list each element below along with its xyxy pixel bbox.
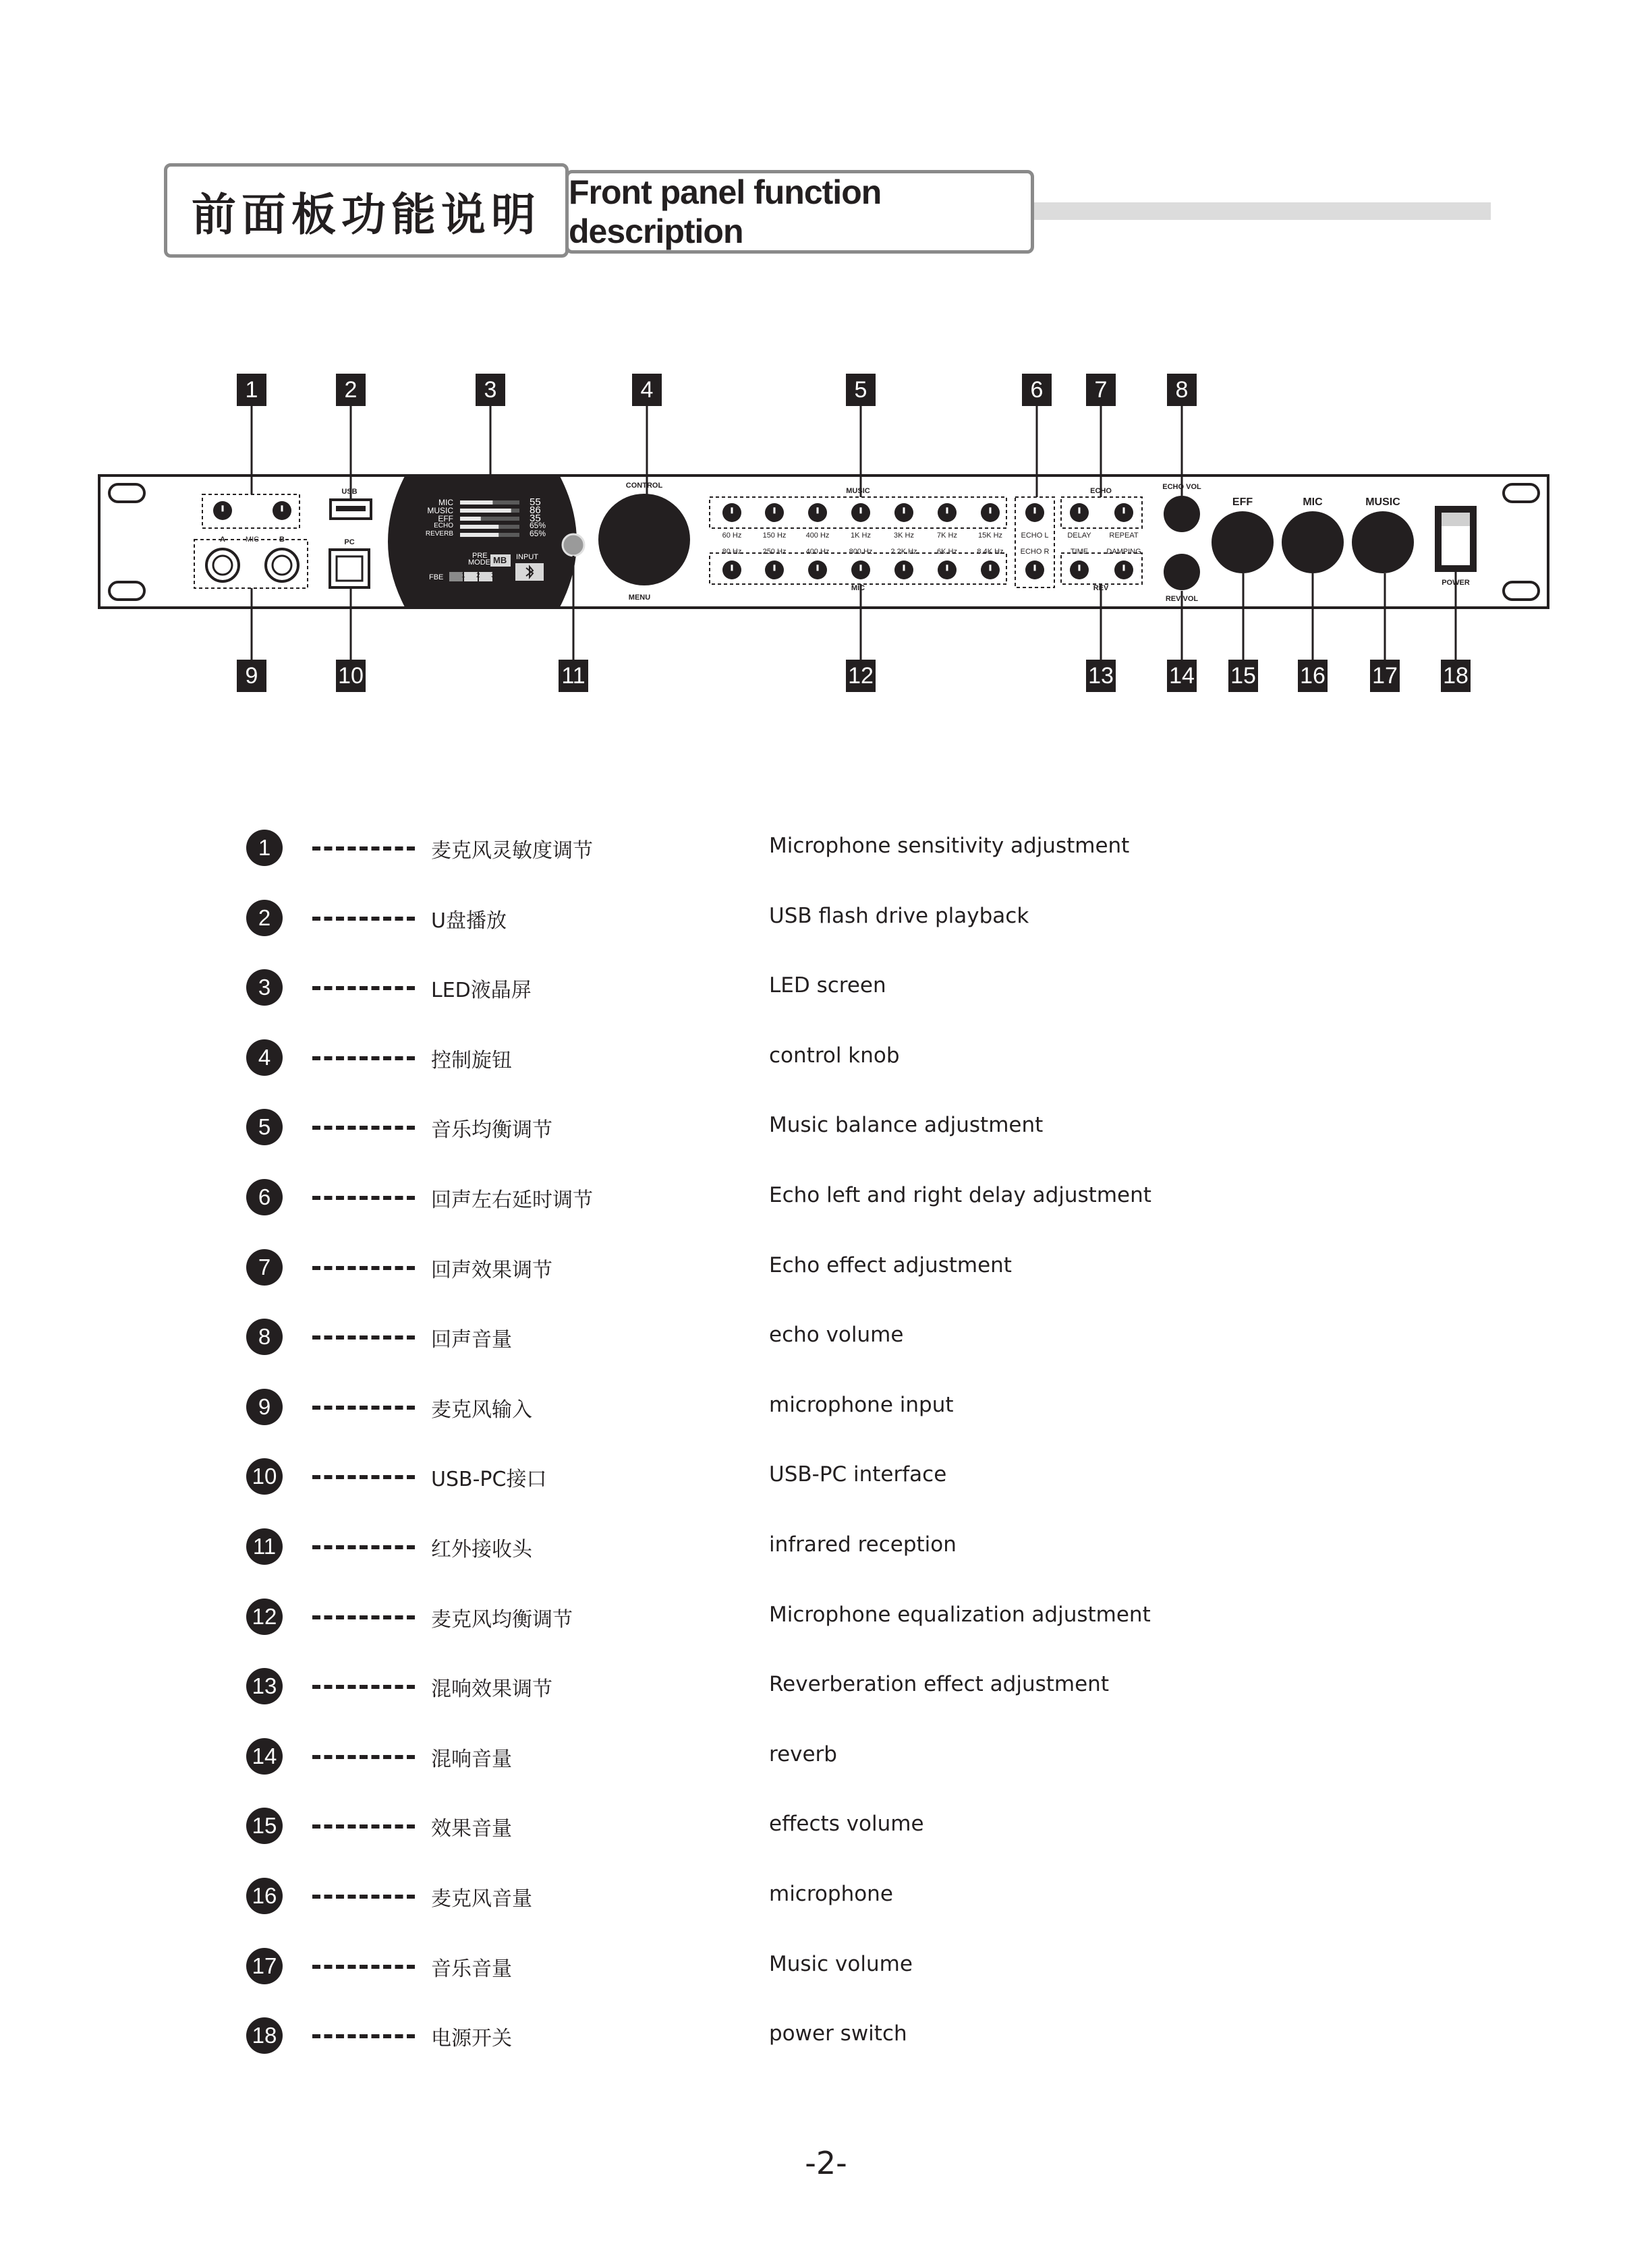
- music-eq-band-label: 3K Hz: [894, 531, 914, 540]
- item-number: 15: [246, 1808, 283, 1844]
- dashed-leader: [312, 1406, 415, 1410]
- echo-vol-knob: [1164, 496, 1200, 532]
- item-chinese: 混响效果调节: [431, 1677, 552, 1702]
- power-switch-top: [1442, 513, 1470, 526]
- echo-r-label: ECHO R: [1020, 548, 1050, 556]
- item-chinese: 混响音量: [431, 1747, 512, 1771]
- lcd-row-value: 65%: [530, 521, 546, 530]
- item-number: 3: [246, 969, 283, 1006]
- item-number: 4: [246, 1039, 283, 1076]
- dashed-leader: [312, 1965, 415, 1969]
- list-item: [246, 1248, 1393, 1286]
- list-item: [246, 1457, 1393, 1495]
- item-chinese: 红外接收头: [431, 1538, 532, 1561]
- list-item: [246, 1806, 1393, 1844]
- mic-a-jack-inner: [213, 556, 232, 575]
- dashed-leader: [312, 2034, 415, 2038]
- mic-b-jack-inner: [273, 556, 291, 575]
- list-item: [246, 1038, 1393, 1076]
- lcd-fbe-step: [479, 572, 492, 581]
- music-volume-label: MUSIC: [1365, 496, 1400, 508]
- music-volume-knob: [1352, 511, 1414, 573]
- music-eq-band-label: 150 Hz: [762, 531, 787, 540]
- list-item: [246, 968, 1393, 1006]
- item-number: 2: [246, 900, 283, 936]
- lcd-fbe-label: FBE: [429, 573, 444, 581]
- header-rule: [1032, 202, 1491, 220]
- dashed-leader: [312, 986, 415, 990]
- mic-volume-label: MIC: [1303, 496, 1323, 508]
- music-eq-label: MUSIC: [846, 487, 870, 495]
- item-english: infrared reception: [769, 1532, 957, 1557]
- rev-vol-label: REV VOL: [1165, 595, 1199, 603]
- item-number: 10: [246, 1458, 283, 1495]
- time-label: TIME: [1070, 548, 1089, 556]
- mic-eq-band-label: 250 Hz: [762, 548, 787, 556]
- item-chinese: 音乐音量: [431, 1957, 512, 1981]
- dashed-leader: [312, 1545, 415, 1549]
- dashed-leader: [312, 1196, 415, 1200]
- item-number: 6: [246, 1179, 283, 1215]
- power-label: POWER: [1442, 579, 1470, 587]
- lcd-bar-fill: [460, 500, 492, 505]
- item-number: 9: [246, 1389, 283, 1425]
- item-chinese: USB-PC接口: [431, 1468, 547, 1492]
- item-english: Echo left and right delay adjustment: [769, 1183, 1151, 1207]
- callout-2: 2: [336, 374, 366, 406]
- item-english: control knob: [769, 1043, 900, 1068]
- mic-eq-band-label: 6K Hz: [937, 548, 957, 556]
- rack-slot: [109, 582, 144, 600]
- lcd-row-label: MUSIC: [427, 506, 453, 515]
- item-chinese: 回声左右延时调节: [431, 1188, 593, 1212]
- lcd-mode-value: MB: [493, 555, 507, 565]
- control-label: CONTROL: [625, 482, 663, 490]
- mic-eq-band-label: 8.4K Hz: [977, 548, 1004, 556]
- echo-group-label: ECHO: [1090, 487, 1112, 495]
- front-panel-drawing: [94, 364, 1565, 701]
- item-number: 13: [246, 1668, 283, 1704]
- item-english: reverb: [769, 1742, 837, 1766]
- item-number: 7: [246, 1249, 283, 1286]
- item-english: echo volume: [769, 1323, 904, 1348]
- callout-7: 7: [1086, 374, 1116, 406]
- front-panel-diagram: [94, 364, 1565, 701]
- callout-8: 8: [1167, 374, 1197, 406]
- rev-group-label: REV: [1093, 584, 1109, 592]
- item-chinese: 麦克风灵敏度调节: [431, 839, 593, 863]
- callout-10: 10: [336, 660, 366, 692]
- item-english: Echo effect adjustment: [769, 1253, 1012, 1277]
- item-english: Reverberation effect adjustment: [769, 1672, 1109, 1697]
- item-number: 8: [246, 1319, 283, 1355]
- dashed-leader: [312, 1335, 415, 1340]
- dashed-leader: [312, 1126, 415, 1130]
- eff-volume-knob: [1212, 511, 1274, 573]
- callout-18: 18: [1441, 660, 1471, 692]
- lcd-bar-fill: [460, 533, 499, 537]
- item-chinese: 音乐均衡调节: [431, 1118, 552, 1143]
- music-eq-band-label: 400 Hz: [805, 531, 830, 540]
- title-chinese: 前面板功能说明: [164, 163, 569, 258]
- dashed-leader: [312, 1755, 415, 1759]
- list-item: [246, 1947, 1393, 1984]
- mic-b-label: B: [279, 536, 285, 544]
- item-number: 12: [246, 1599, 283, 1635]
- item-number: 16: [246, 1878, 283, 1914]
- lcd-fbe-step-label: 2: [476, 572, 480, 579]
- lcd-row-label: EFF: [438, 514, 453, 523]
- item-number: 1: [246, 830, 283, 866]
- mic-eq-band-label: 400 Hz: [805, 548, 830, 556]
- lcd-bar-fill: [460, 509, 511, 513]
- lcd-bar-fill: [460, 525, 499, 529]
- page-number: -2-: [805, 2145, 847, 2181]
- dashed-leader: [312, 1475, 415, 1479]
- dashed-leader: [312, 1685, 415, 1689]
- list-item: [246, 1667, 1393, 1704]
- lcd-row-label: MIC: [438, 498, 453, 507]
- mic-volume-knob: [1282, 511, 1344, 573]
- callout-11: 11: [559, 660, 588, 692]
- dashed-leader: [312, 1266, 415, 1270]
- lcd-row-value: 35: [530, 513, 541, 524]
- item-english: Microphone equalization adjustment: [769, 1602, 1151, 1627]
- callout-3: 3: [476, 374, 505, 406]
- item-english: microphone input: [769, 1392, 954, 1417]
- list-item: [246, 1597, 1393, 1635]
- lcd-bar-fill: [460, 517, 481, 521]
- pc-label: PC: [344, 538, 355, 546]
- title-english: Front panel function description: [565, 170, 1034, 254]
- item-chinese: 麦克风音量: [431, 1887, 532, 1911]
- item-chinese: LED液晶屏: [431, 979, 532, 1003]
- rack-slot: [109, 484, 144, 502]
- lcd-row-value: 86: [530, 505, 541, 516]
- usb-label: USB: [341, 488, 358, 496]
- music-eq-band-label: 60 Hz: [722, 531, 742, 540]
- item-english: USB-PC interface: [769, 1462, 947, 1487]
- rack-slot: [1504, 484, 1539, 502]
- music-eq-band-label: 15K Hz: [977, 531, 1003, 540]
- lcd-fbe-step: [464, 572, 478, 581]
- lcd-fbe-step-label: 3: [491, 572, 495, 579]
- lcd-fbe-step: [449, 572, 463, 581]
- list-item: [246, 828, 1393, 866]
- item-number: 17: [246, 1948, 283, 1984]
- item-chinese: 麦克风输入: [431, 1398, 532, 1422]
- dashed-leader: [312, 1895, 415, 1899]
- list-item: [246, 1317, 1393, 1355]
- item-number: 14: [246, 1738, 283, 1775]
- item-english: Microphone sensitivity adjustment: [769, 834, 1130, 858]
- item-chinese: 控制旋钮: [431, 1048, 512, 1072]
- ir-receiver: [563, 534, 584, 556]
- lcd-input-label: INPUT: [516, 553, 538, 561]
- lcd-row-value: 55: [530, 496, 541, 508]
- mic-eq-label: MIC: [851, 584, 865, 592]
- lcd-row-value: 65%: [530, 529, 546, 538]
- item-chinese: 电源开关: [431, 2027, 512, 2051]
- callout-4: 4: [632, 374, 662, 406]
- list-item: [246, 1387, 1393, 1425]
- item-chinese: U盘播放: [431, 909, 507, 933]
- list-item: [246, 1876, 1393, 1914]
- dashed-leader: [312, 1824, 415, 1829]
- item-chinese: 回声效果调节: [431, 1258, 552, 1282]
- lcd-pre-label: PRE: [472, 552, 488, 560]
- item-number: 18: [246, 2017, 283, 2054]
- list-item: [246, 2016, 1393, 2054]
- mic-eq-band-label: 2.2K Hz: [890, 548, 917, 556]
- list-item: [246, 1737, 1393, 1775]
- mic-eq-band-label: 80 Hz: [722, 548, 742, 556]
- dashed-leader: [312, 917, 415, 921]
- item-english: LED screen: [769, 973, 886, 998]
- callout-5: 5: [846, 374, 876, 406]
- damping-label: DAMPING: [1106, 548, 1141, 556]
- item-english: microphone: [769, 1882, 893, 1906]
- item-english: effects volume: [769, 1812, 924, 1837]
- lcd-row-label: ECHO: [434, 522, 453, 529]
- item-chinese: 麦克风均衡调节: [431, 1607, 573, 1632]
- lcd-mode-label: MODE: [468, 558, 490, 567]
- list-item: [246, 1527, 1393, 1565]
- mic-eq-band-label: 800 Hz: [849, 548, 873, 556]
- callout-6: 6: [1022, 374, 1052, 406]
- echo-l-label: ECHO L: [1021, 531, 1049, 540]
- item-english: power switch: [769, 2021, 907, 2046]
- rack-slot: [1504, 582, 1539, 600]
- item-chinese: 回声音量: [431, 1328, 512, 1352]
- item-english: Music balance adjustment: [769, 1113, 1044, 1138]
- lcd-row-label: REVERB: [425, 530, 453, 538]
- control-knob: [598, 494, 690, 585]
- callout-16: 16: [1298, 660, 1328, 692]
- eff-volume-label: EFF: [1232, 496, 1253, 508]
- callout-17: 17: [1370, 660, 1400, 692]
- callout-12: 12: [846, 660, 876, 692]
- menu-label: MENU: [628, 594, 651, 602]
- music-eq-band-label: 1K Hz: [851, 531, 871, 540]
- list-item: [246, 1107, 1393, 1145]
- callout-15: 15: [1228, 660, 1258, 692]
- callout-1: 1: [237, 374, 266, 406]
- lcd-fbe-step-label: 1: [461, 572, 465, 579]
- echo-vol-label: ECHO VOL: [1162, 483, 1201, 491]
- dashed-leader: [312, 1056, 415, 1060]
- item-chinese: 效果音量: [431, 1817, 512, 1841]
- music-eq-band-label: 7K Hz: [937, 531, 957, 540]
- list-item: [246, 1178, 1393, 1215]
- lcd-screen: [388, 476, 577, 607]
- delay-label: DELAY: [1067, 531, 1091, 540]
- item-number: 5: [246, 1109, 283, 1145]
- callout-14: 14: [1167, 660, 1197, 692]
- callout-13: 13: [1086, 660, 1116, 692]
- repeat-label: REPEAT: [1109, 531, 1139, 540]
- dashed-leader: [312, 1615, 415, 1619]
- mic-a-label: A: [220, 536, 225, 544]
- rev-vol-knob: [1164, 554, 1200, 590]
- item-number: 11: [246, 1528, 283, 1565]
- item-english: Music volume: [769, 1951, 913, 1976]
- list-item: [246, 898, 1393, 936]
- pc-port-inner: [337, 556, 362, 581]
- usb-port-tongue: [336, 506, 366, 511]
- callout-9: 9: [237, 660, 266, 692]
- item-english: USB flash drive playback: [769, 903, 1029, 928]
- dashed-leader: [312, 846, 415, 851]
- mic-label: MIC: [245, 536, 260, 544]
